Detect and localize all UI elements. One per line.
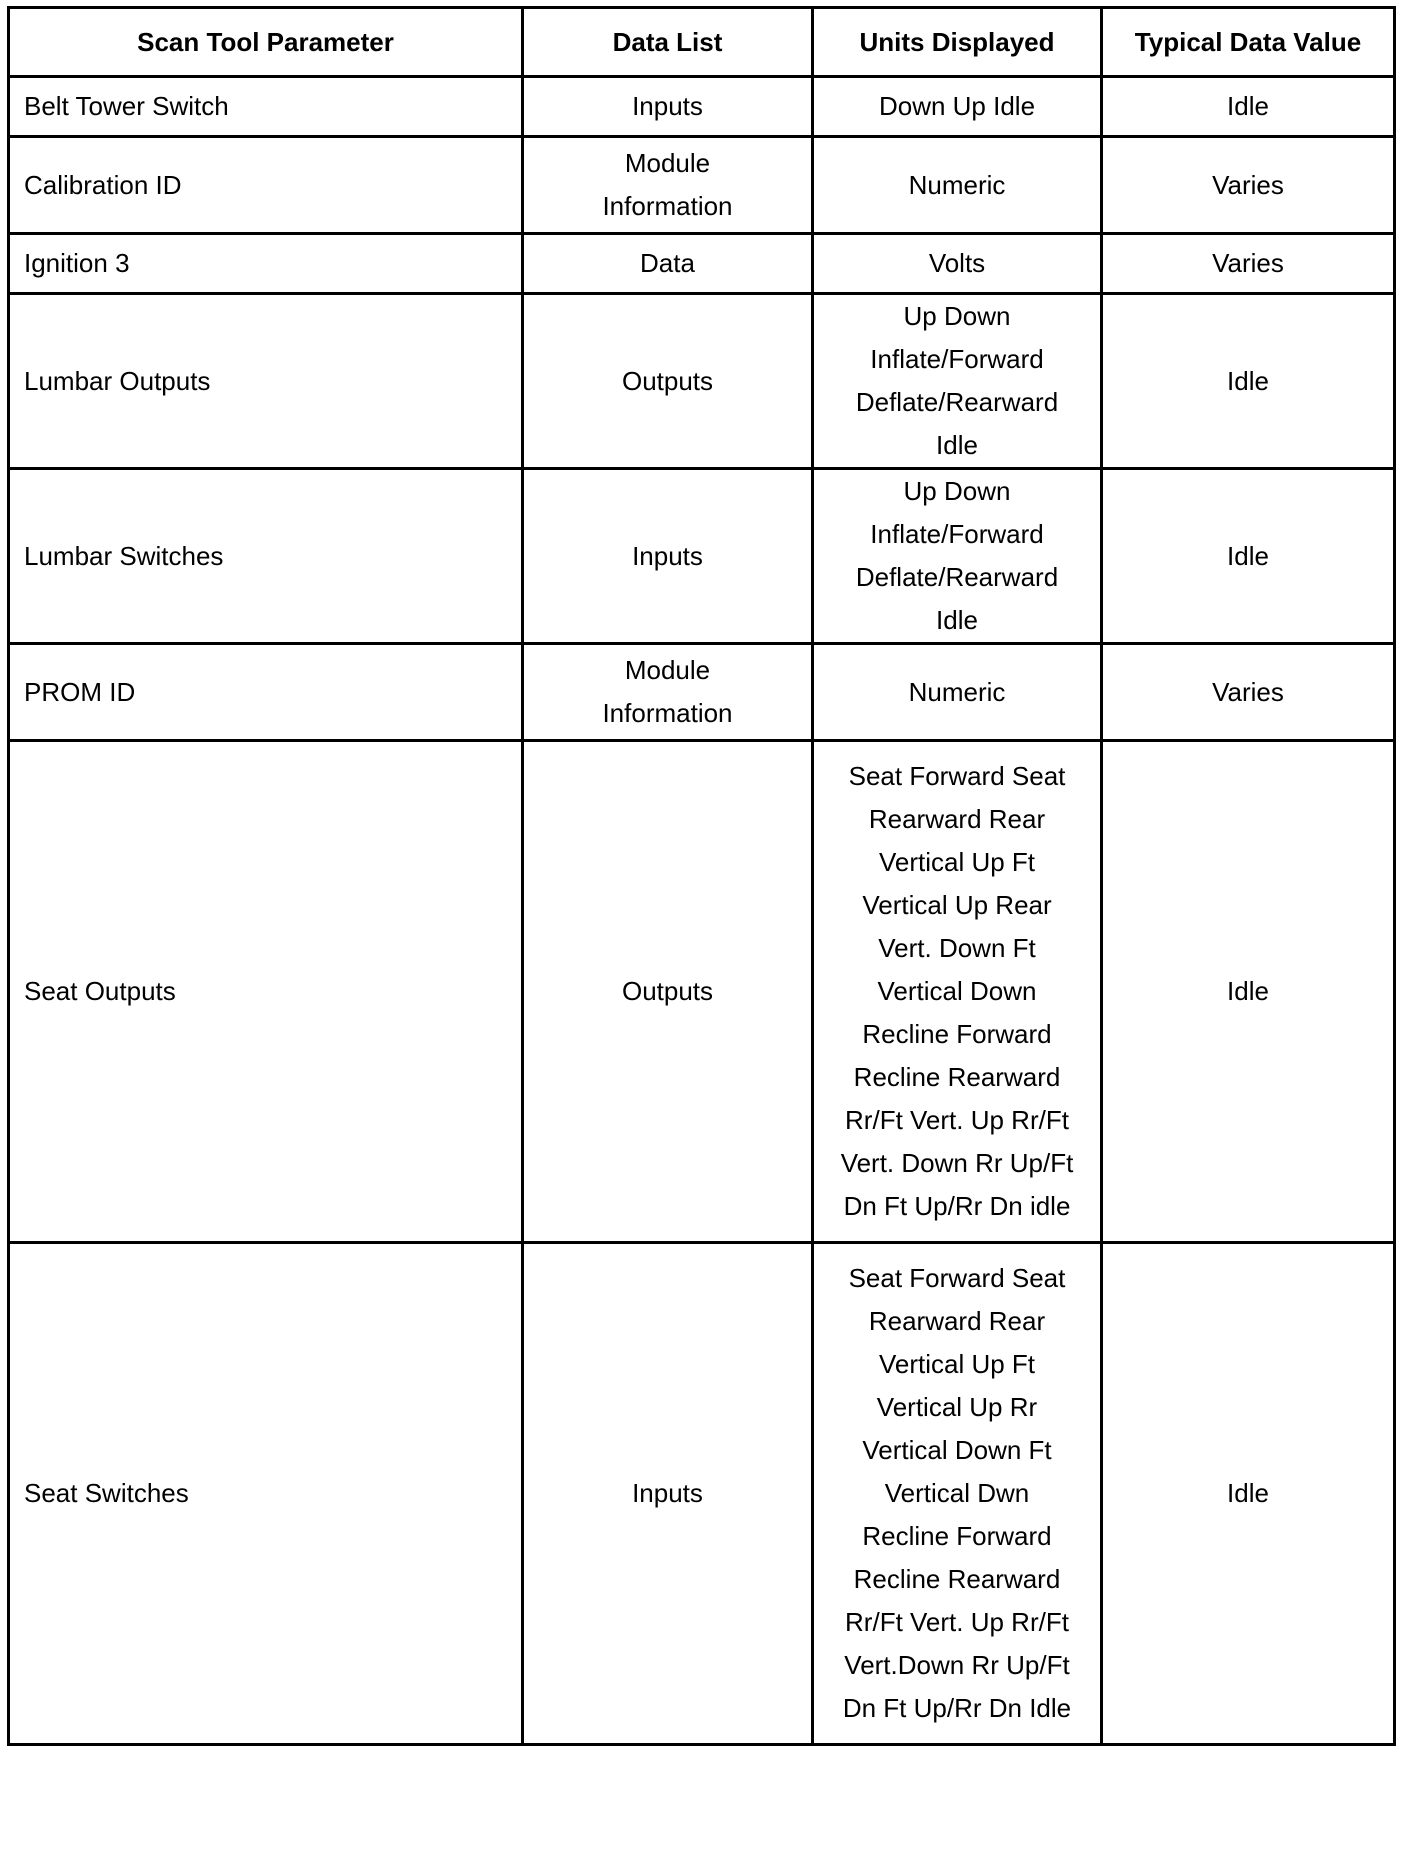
table-row: [9, 1243, 1395, 1745]
cell-data-list: Inputs: [523, 77, 813, 137]
table-row: [9, 469, 1395, 644]
table-row: [9, 644, 1395, 741]
cell-typical: Varies: [1102, 644, 1395, 741]
cell-data-list: Inputs: [523, 469, 813, 644]
cell-units-wrap: [813, 469, 1102, 644]
table-row: [9, 294, 1395, 469]
cell-data-list: Data: [523, 234, 813, 294]
cell-parameter: Ignition 3: [9, 234, 523, 294]
cell-typical: Idle: [1102, 77, 1395, 137]
cell-typical: Idle: [1102, 294, 1395, 469]
cell-units: Down Up Idle: [813, 77, 1102, 137]
cell-data-list: Outputs: [523, 741, 813, 1243]
cell-parameter: Belt Tower Switch: [9, 77, 523, 137]
cell-typical: Idle: [1102, 469, 1395, 644]
cell-parameter: Lumbar Switches: [9, 469, 523, 644]
table-header-row: [9, 8, 1395, 77]
cell-units: Seat Forward Seat Rearward Rear Vertical Up Ft Vertical Up Rear Vert. Down Ft Vertical Down Recline Forward Recline Rearward Rr/Ft Vert. Up Rr/Ft Vert. Down Rr Up/Ft Dn Ft Up/Rr Dn idle: [840, 761, 1074, 1221]
scan-tool-data-sheet: [7, 6, 1393, 1746]
cell-data-list: Module Information: [602, 655, 733, 728]
cell-data-list-wrap: [523, 137, 813, 234]
cell-parameter: Lumbar Outputs: [9, 294, 523, 469]
cell-parameter: PROM ID: [9, 644, 523, 741]
cell-data-list-wrap: [523, 644, 813, 741]
cell-units: Seat Forward Seat Rearward Rear Vertical Up Ft Vertical Up Rr Vertical Down Ft Vertical Dwn Recline Forward Recline Rearward Rr/Ft Vert. Up Rr/Ft Vert.Down Rr Up/Ft Dn Ft Up/Rr Dn Idle: [842, 1263, 1072, 1723]
table-row: [9, 234, 1395, 294]
cell-units: Numeric: [813, 644, 1102, 741]
header-typical-data-value: Typical Data Value: [1102, 8, 1395, 77]
cell-units-wrap: [813, 741, 1102, 1243]
cell-typical: Varies: [1102, 137, 1395, 234]
cell-units: Up Down Inflate/Forward Deflate/Rearward Idle: [855, 476, 1059, 635]
cell-typical: Idle: [1102, 1243, 1395, 1745]
cell-parameter: Seat Switches: [9, 1243, 523, 1745]
cell-typical: Varies: [1102, 234, 1395, 294]
cell-units: Up Down Inflate/Forward Deflate/Rearward Idle: [855, 301, 1059, 460]
header-data-list: Data List: [523, 8, 813, 77]
header-units-displayed: Units Displayed: [813, 8, 1102, 77]
cell-data-list: Module Information: [602, 148, 733, 221]
cell-units: Volts: [813, 234, 1102, 294]
table-row: [9, 77, 1395, 137]
cell-data-list: Outputs: [523, 294, 813, 469]
cell-parameter: Calibration ID: [9, 137, 523, 234]
header-scan-tool-parameter: Scan Tool Parameter: [9, 8, 523, 77]
cell-data-list: Inputs: [523, 1243, 813, 1745]
table-row: [9, 137, 1395, 234]
scan-tool-data-table: [7, 6, 1396, 1746]
cell-typical: Idle: [1102, 741, 1395, 1243]
table-row: [9, 741, 1395, 1243]
cell-units-wrap: [813, 294, 1102, 469]
cell-parameter: Seat Outputs: [9, 741, 523, 1243]
cell-units-wrap: [813, 1243, 1102, 1745]
cell-units: Numeric: [813, 137, 1102, 234]
